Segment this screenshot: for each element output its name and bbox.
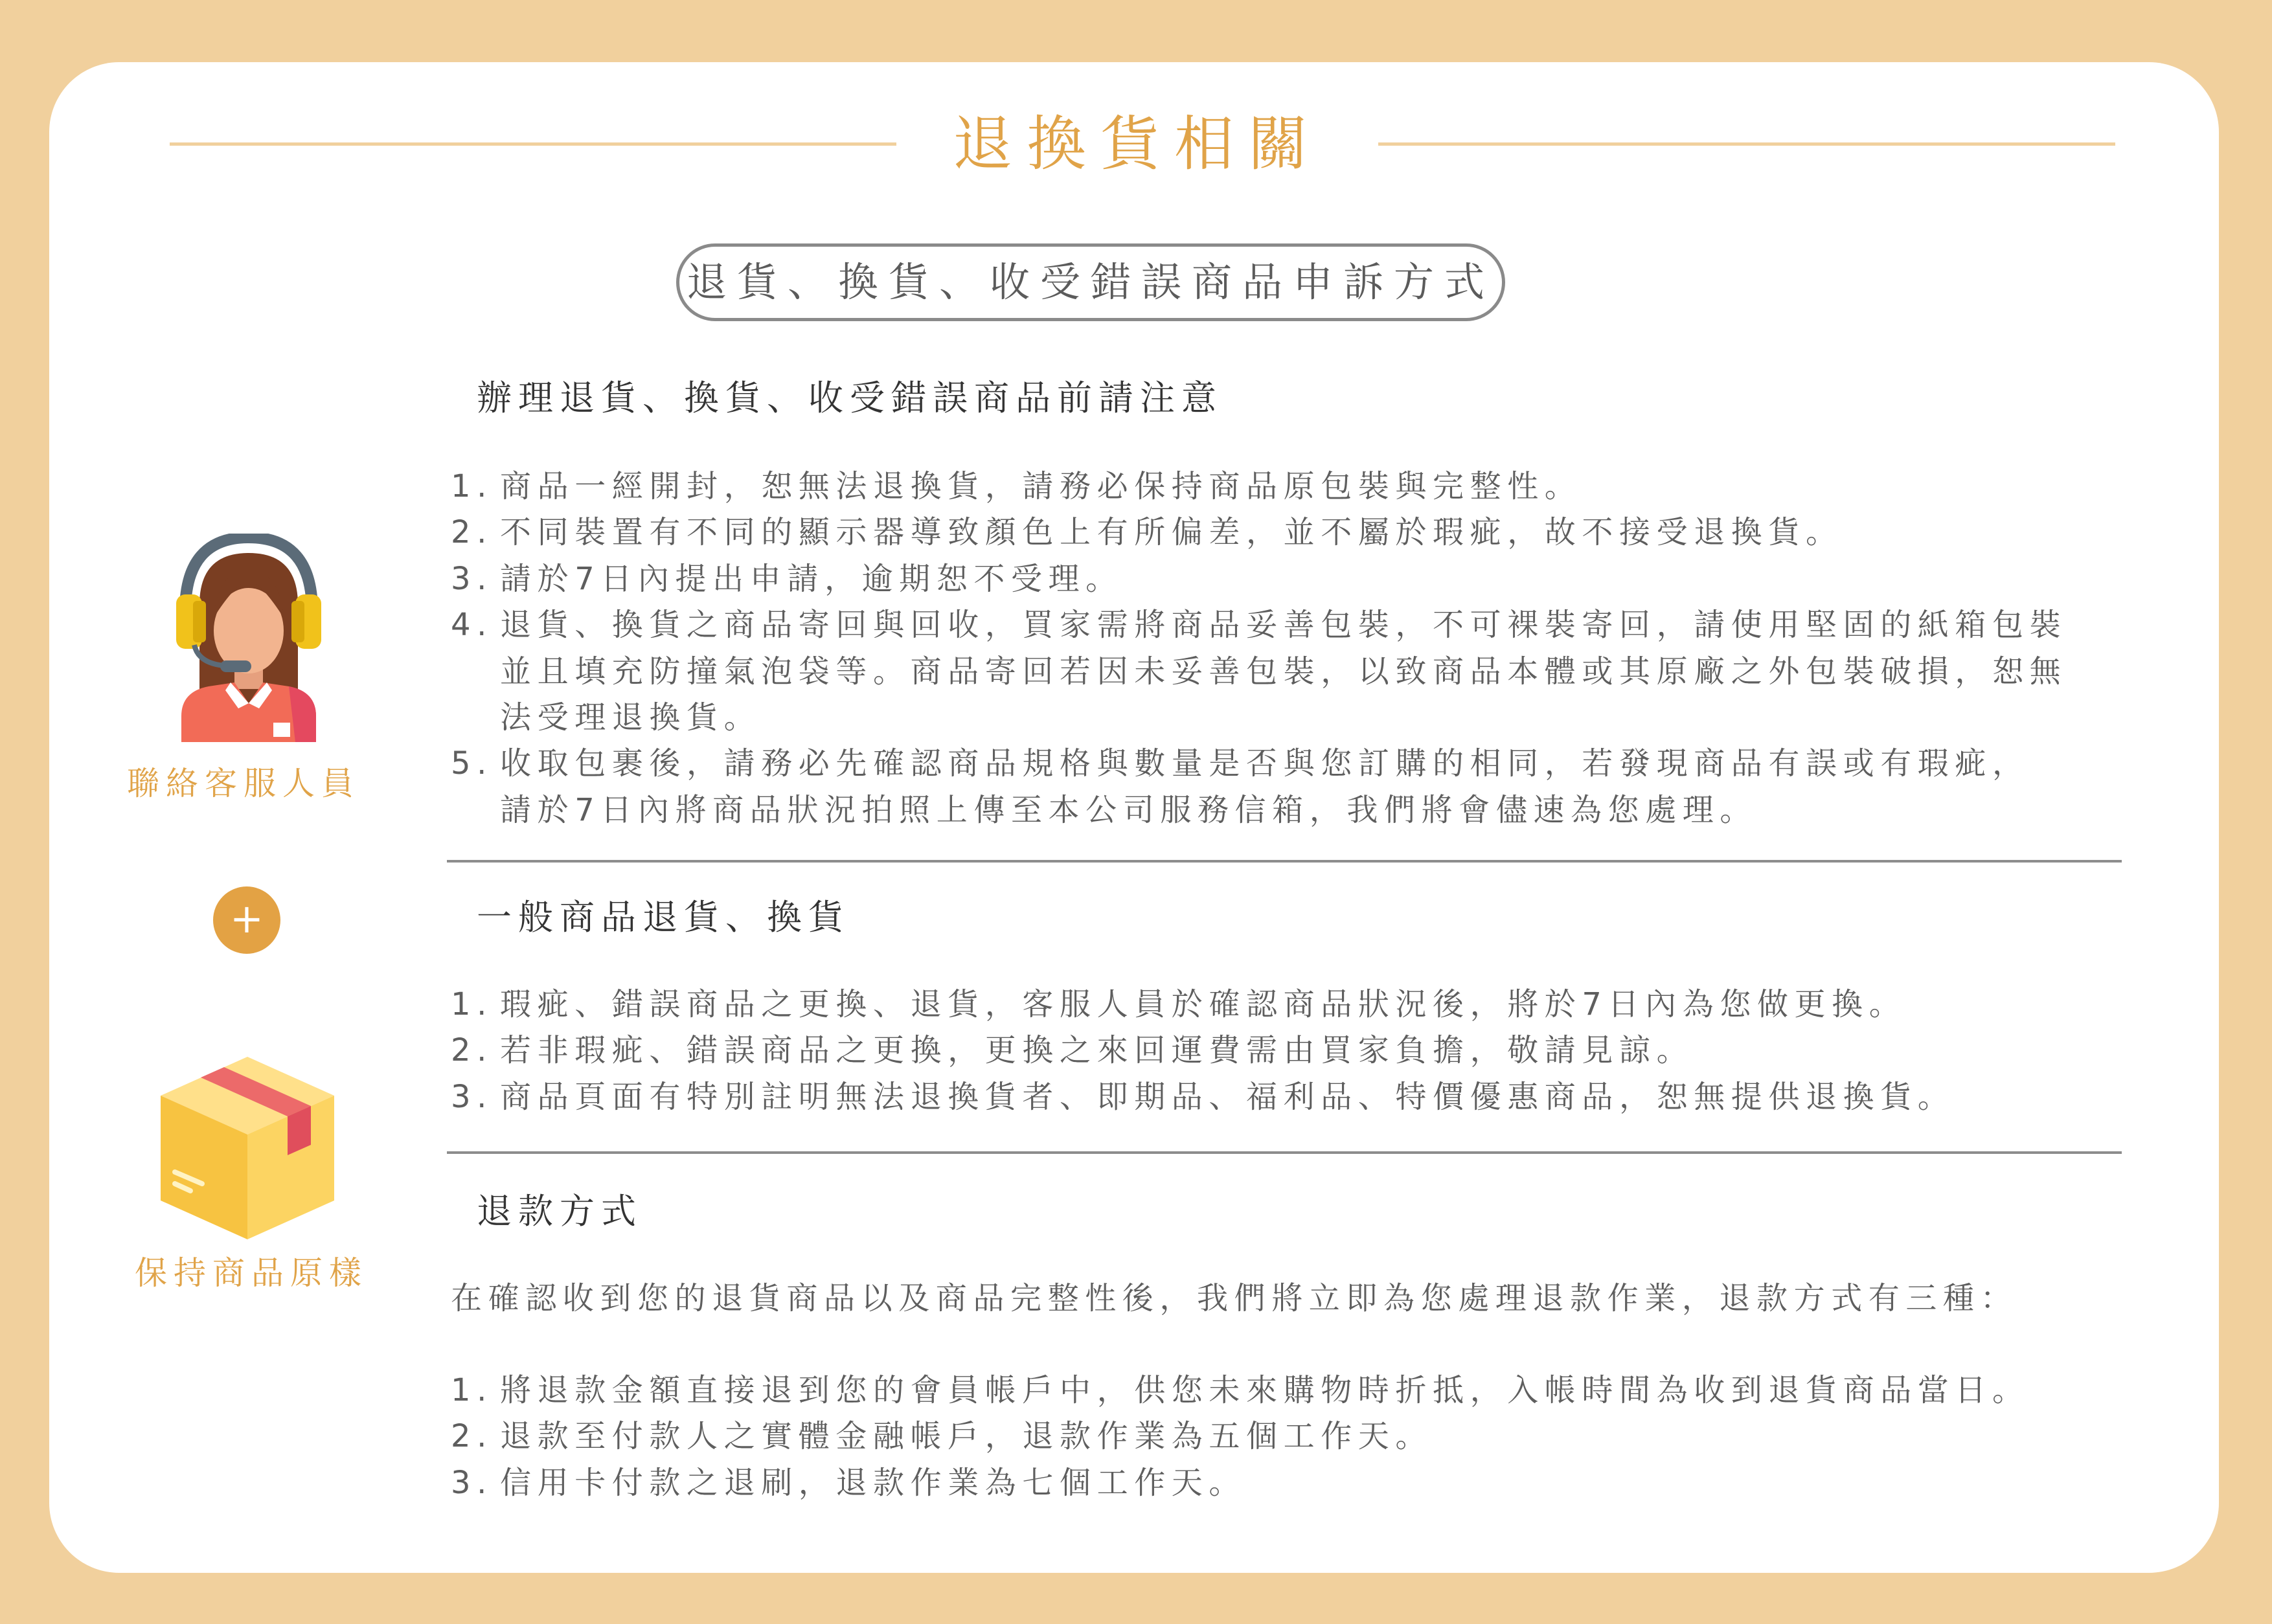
general-list (451, 982, 2174, 1120)
notice-list (451, 464, 2174, 833)
notice-heading: 辦理退貨、換貨、收受錯誤商品前請注意 (477, 378, 1223, 418)
list-item (451, 741, 2174, 833)
list-item-number: 1. (451, 986, 493, 1022)
list-item-number: 3. (451, 560, 493, 597)
list-item-text: 退貨、換貨之商品寄回與回收，買家需將商品妥善包裝，不可裸裝寄回，請使用堅固的紙箱包裝 (500, 607, 2067, 644)
refund-list (451, 1368, 2174, 1506)
list-item-text: 信用卡付款之退刷，退款作業為七個工作天。 (500, 1464, 1247, 1501)
section-divider (447, 1151, 2122, 1154)
contact-service-label: 聯絡客服人員 (127, 765, 360, 802)
title-rule-left (170, 142, 896, 146)
refund-heading: 退款方式 (477, 1191, 642, 1232)
list-item-text: 法受理退換貨。 (500, 699, 762, 736)
list-item-number: 1. (451, 1372, 493, 1408)
list-item-text: 收取包裹後，請務必先確認商品規格與數量是否與您訂購的相同，若發現商品有誤或有瑕疵， (500, 745, 2030, 782)
list-item (451, 982, 2174, 1028)
list-item-text: 商品頁面有特別註明無法退換貨者、即期品、福利品、特價優惠商品，恕無提供退換貨。 (500, 1078, 1955, 1115)
section-divider (447, 860, 2122, 863)
list-item-number: 2. (451, 1418, 493, 1455)
content-card (49, 62, 2219, 1573)
refund-intro: 在確認收到您的退貨商品以及商品完整性後，我們將立即為您處理退款作業，退款方式有三種： (451, 1280, 2018, 1316)
list-item-number: 2. (451, 514, 493, 551)
list-item (451, 510, 2174, 556)
list-item (451, 1414, 2174, 1460)
list-item-number: 2. (451, 1032, 493, 1069)
list-item (451, 1460, 2174, 1506)
list-item-text: 請於7日內提出申請，逾期恕不受理。 (500, 560, 1123, 597)
list-item-number: 3. (451, 1464, 493, 1501)
subtitle-pill: 退貨、換貨、收受錯誤商品申訴方式 (676, 243, 1505, 321)
list-item (451, 464, 2174, 510)
customer-service-agent-icon (166, 534, 332, 742)
list-item-number: 4. (451, 607, 493, 644)
list-item-text: 不同裝置有不同的顯示器導致顏色上有所偏差，並不屬於瑕疵，故不接受退換貨。 (500, 514, 1843, 551)
list-item-number: 1. (451, 468, 493, 504)
list-item-text: 將退款金額直接退到您的會員帳戶中，供您未來購物時折抵，入帳時間為收到退貨商品當日。 (500, 1372, 2030, 1408)
list-item-text: 請於7日內將商品狀況拍照上傳至本公司服務信箱，我們將會儘速為您處理。 (500, 791, 1757, 828)
list-item-text: 瑕疵、錯誤商品之更換、退貨，客服人員於確認商品狀況後，將於7日內為您做更換。 (500, 986, 1907, 1022)
list-item-text: 若非瑕疵、錯誤商品之更換，更換之來回運費需由買家負擔，敬請見諒。 (500, 1032, 1694, 1069)
general-heading: 一般商品退貨、換貨 (477, 897, 850, 938)
package-box-icon (158, 1054, 337, 1242)
list-item (451, 1368, 2174, 1414)
list-item-number: 3. (451, 1078, 493, 1115)
keep-original-label: 保持商品原樣 (135, 1254, 368, 1292)
list-item (451, 1074, 2174, 1120)
list-item-text: 商品一經開封，恕無法退換貨，請務必保持商品原包裝與完整性。 (500, 468, 1582, 504)
list-item-text: 退款至付款人之實體金融帳戶，退款作業為五個工作天。 (500, 1418, 1433, 1455)
list-item-text: 並且填充防撞氣泡袋等。商品寄回若因未妥善包裝，以致商品本體或其原廠之外包裝破損，恕無 (500, 653, 2067, 690)
list-item (451, 602, 2174, 741)
list-item (451, 1028, 2174, 1074)
list-item (451, 556, 2174, 602)
list-item-number: 5. (451, 745, 493, 782)
plus-icon: + (213, 886, 280, 954)
title-rule-right (1378, 142, 2115, 146)
page-title: 退換貨相關 (952, 109, 1322, 179)
